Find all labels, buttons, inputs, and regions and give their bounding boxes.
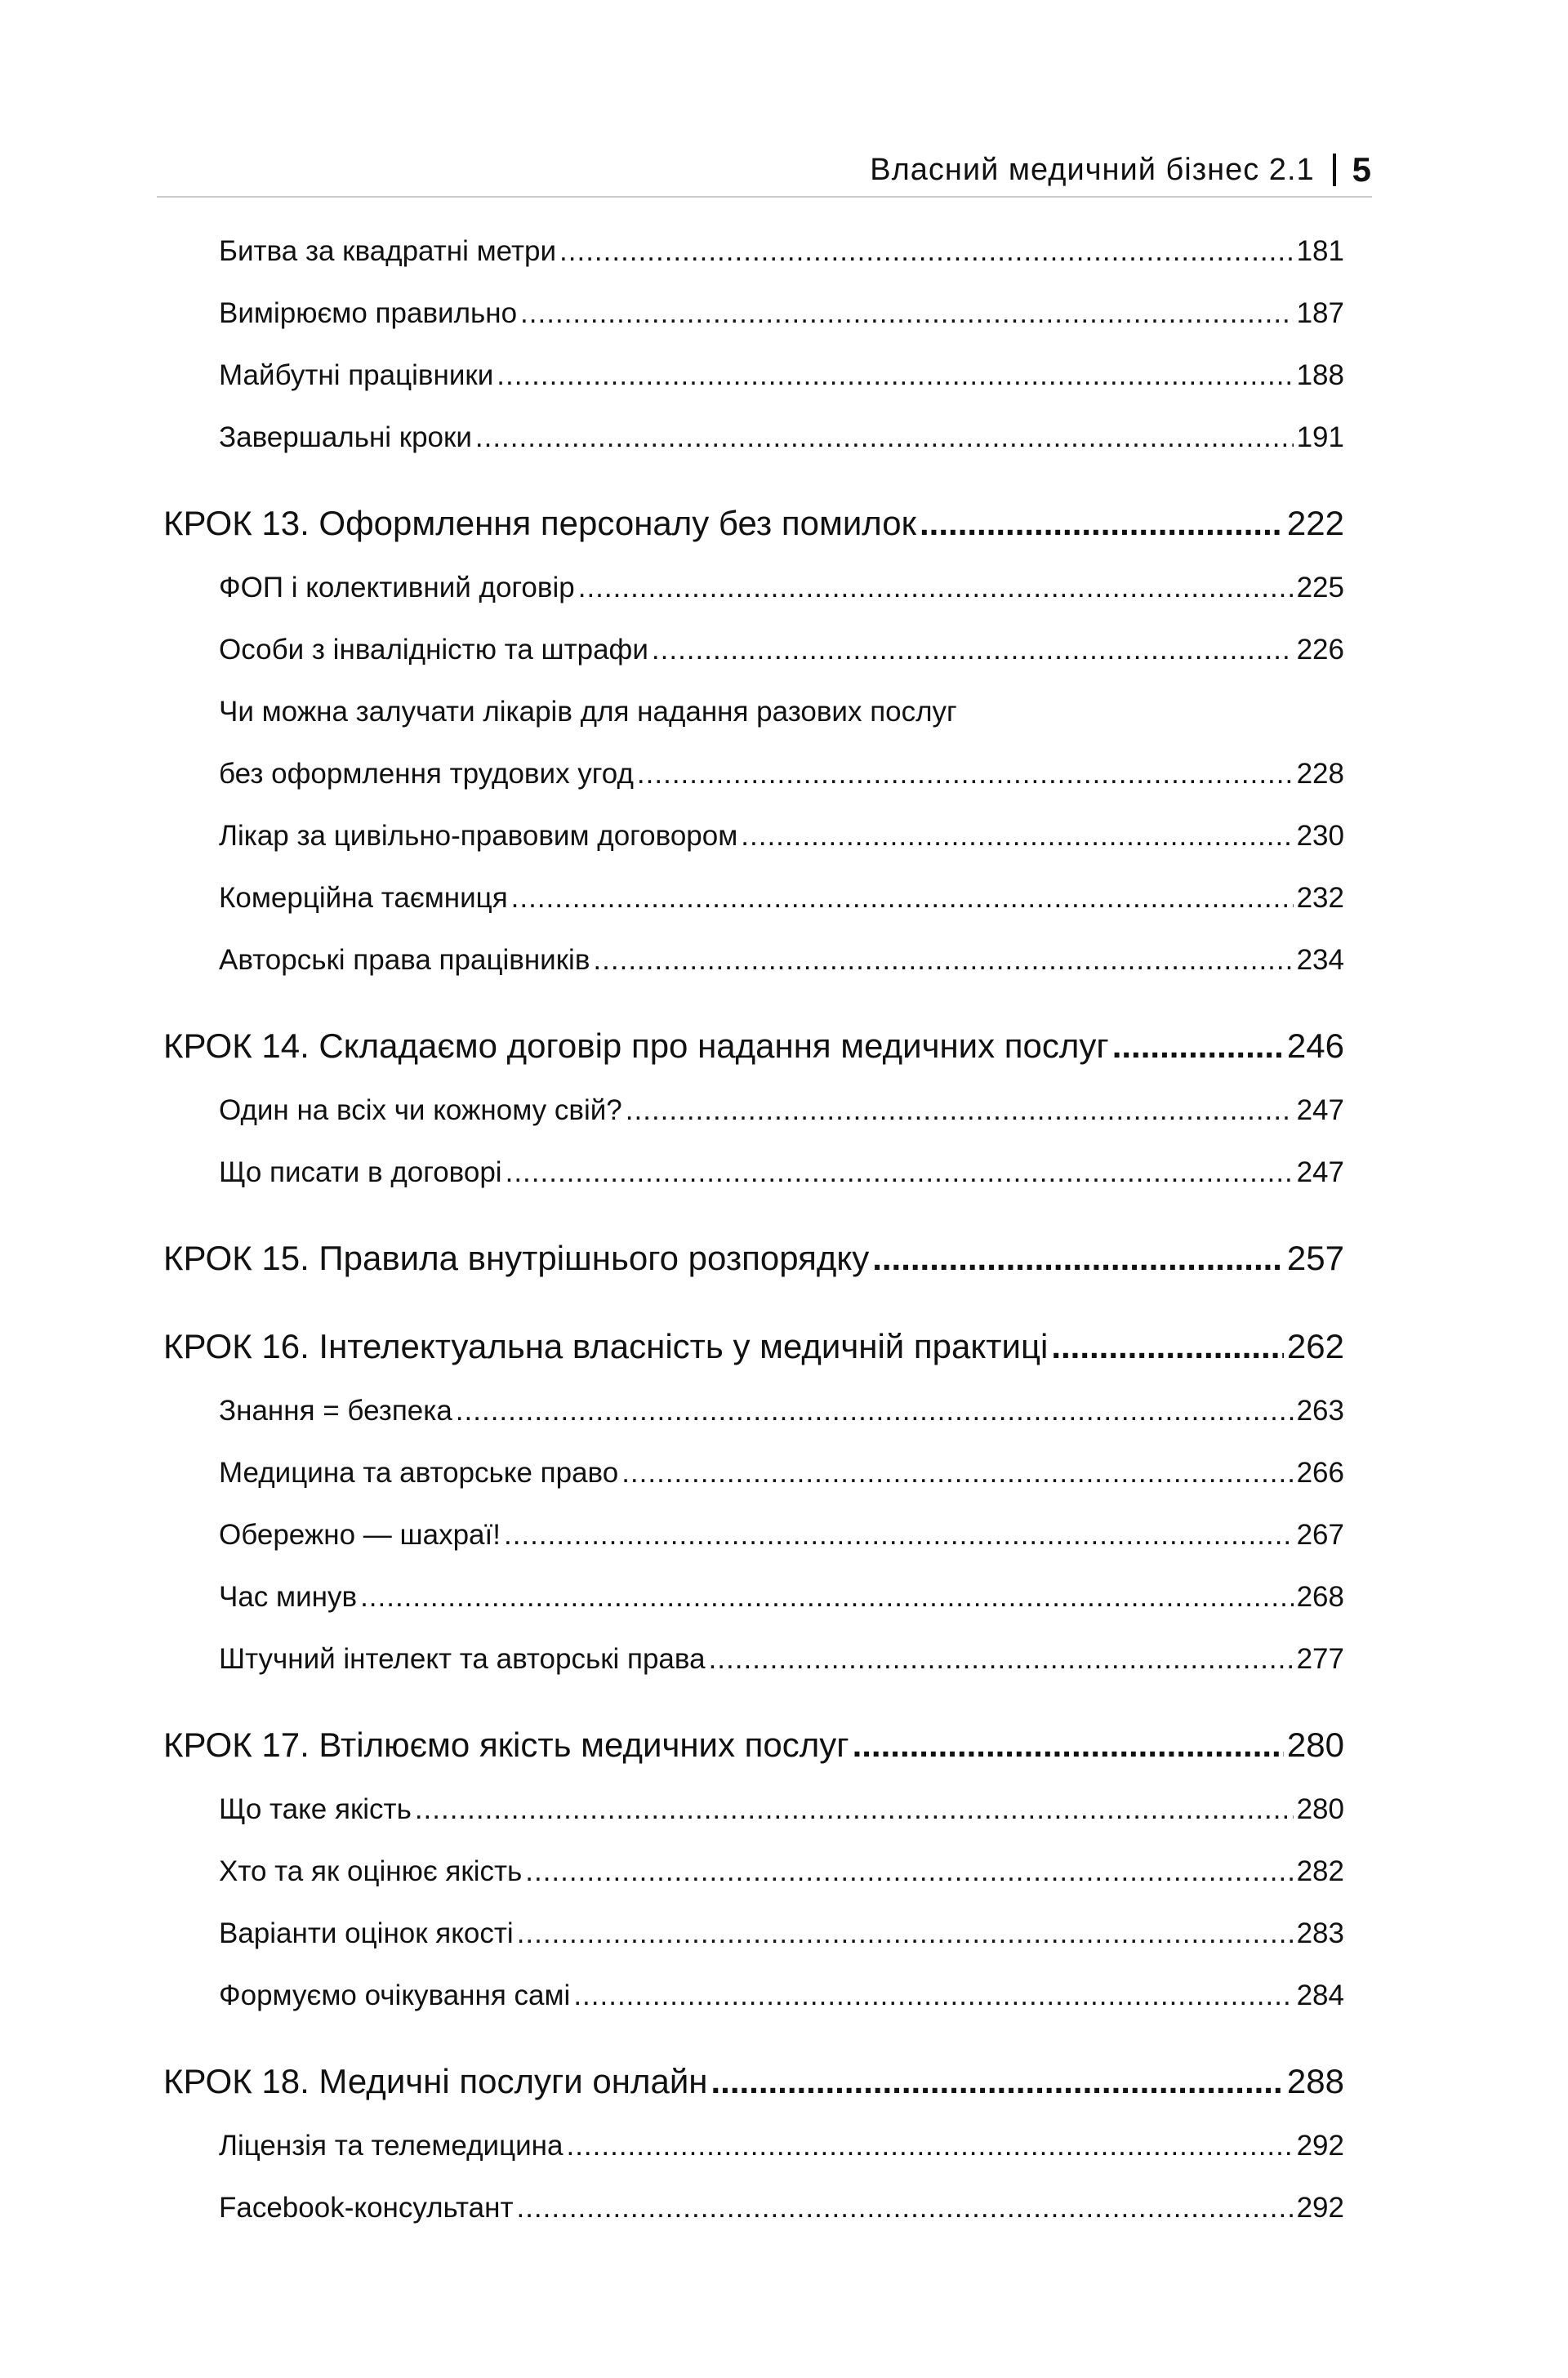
toc-chapter (163, 2048, 1344, 2115)
entry-title: Битва за квадратні метри (219, 235, 557, 267)
page-ref: 181 (1296, 235, 1344, 267)
chapter-title: КРОК 16. Інтелектуальна власність у медичній практиці (163, 1327, 1049, 1365)
page-ref: 280 (1296, 1793, 1344, 1825)
dot-leader (566, 2130, 1293, 2162)
toc-entry (163, 929, 1344, 991)
toc-entry (163, 867, 1344, 929)
book-title: Власний медичний бізнес 2.1 (870, 152, 1315, 187)
page-ref: 284 (1296, 1979, 1344, 2011)
page-ref: 226 (1296, 634, 1344, 666)
dot-leader (559, 235, 1294, 268)
page-ref: 257 (1286, 1239, 1344, 1277)
toc-chapter (163, 1013, 1344, 1080)
page-ref: 222 (1286, 504, 1344, 542)
entry-title: без оформлення трудових угод (219, 758, 634, 790)
toc-entry (163, 1504, 1344, 1566)
dot-leader (516, 2192, 1293, 2224)
dot-leader (415, 1793, 1294, 1826)
entry-title: Медицина та авторське право (219, 1457, 619, 1489)
page-ref: 266 (1296, 1457, 1344, 1489)
page-ref: 228 (1296, 758, 1344, 790)
dot-leader (652, 634, 1294, 666)
toc-entry (163, 283, 1344, 345)
entry-title: Facebook-консультант (219, 2192, 514, 2224)
table-of-contents (163, 220, 1344, 2239)
page-ref: 292 (1296, 2130, 1344, 2162)
toc-chapter (163, 490, 1344, 557)
entry-title: Варіанти оцінок якості (219, 1917, 514, 1949)
dot-leader (1051, 1327, 1284, 1366)
toc-entry (163, 1566, 1344, 1628)
toc-entry (163, 805, 1344, 867)
page-ref: 246 (1286, 1026, 1344, 1065)
toc-entry (163, 1380, 1344, 1442)
dot-leader (710, 2062, 1283, 2101)
entry-title: Майбутні працівники (219, 359, 494, 391)
entry-title: Один на всіх чи кожному свій? (219, 1094, 622, 1126)
entry-title: Лікар за цивільно-правовим договором (219, 820, 738, 852)
dot-leader (506, 1156, 1294, 1189)
toc-entry (163, 1142, 1344, 1204)
toc-entry (163, 220, 1344, 283)
dot-leader (853, 1726, 1284, 1765)
entry-title: Комерційна таємниця (219, 882, 508, 914)
dot-leader (709, 1643, 1294, 1676)
toc-entry (163, 681, 1344, 743)
entry-title: Знання = безпека (219, 1395, 452, 1427)
page-ref: 230 (1296, 820, 1344, 852)
dot-leader (872, 1239, 1284, 1278)
toc-chapter (163, 1225, 1344, 1292)
toc-entry (163, 1628, 1344, 1690)
toc-entry (163, 1080, 1344, 1142)
toc-chapter (163, 1313, 1344, 1380)
dot-leader (637, 758, 1294, 790)
page-ref: 187 (1296, 297, 1344, 329)
entry-title: Вимірюємо правильно (219, 297, 518, 329)
page-ref: 263 (1296, 1395, 1344, 1427)
page-ref: 247 (1296, 1094, 1344, 1126)
toc-chapter (163, 1712, 1344, 1779)
dot-leader (626, 1094, 1294, 1127)
page-ref: 267 (1296, 1519, 1344, 1551)
page-ref: 288 (1286, 2062, 1344, 2100)
page-ref: 247 (1296, 1156, 1344, 1188)
dot-leader (497, 359, 1293, 392)
dot-leader (517, 1917, 1294, 1950)
toc-entry (163, 2115, 1344, 2177)
toc-entry (163, 557, 1344, 619)
dot-leader (741, 820, 1293, 853)
entry-title: Що таке якість (219, 1793, 412, 1825)
dot-leader (520, 297, 1294, 330)
toc-entry (163, 1965, 1344, 2027)
dot-leader (525, 1855, 1293, 1888)
toc-entry (163, 743, 1344, 805)
dot-leader (504, 1519, 1294, 1552)
dot-leader (621, 1457, 1293, 1490)
page-ref: 268 (1296, 1581, 1344, 1613)
entry-title: Ліцензія та телемедицина (219, 2130, 564, 2162)
dot-leader (578, 572, 1294, 604)
toc-entry (163, 2177, 1344, 2239)
header-rule (157, 196, 1372, 198)
entry-title: Формуємо очікування самі (219, 1979, 571, 2011)
toc-entry (163, 407, 1344, 469)
running-header (157, 144, 1372, 196)
dot-leader (511, 882, 1294, 915)
page-ref: 282 (1296, 1855, 1344, 1887)
toc-entry (163, 1442, 1344, 1504)
page-ref: 191 (1296, 421, 1344, 453)
dot-leader (360, 1581, 1294, 1614)
entry-title: Чи можна залучати лікарів для надання разових послуг (219, 696, 957, 728)
page-number: 5 (1352, 150, 1372, 189)
entry-title: Обережно — шахраї! (219, 1519, 501, 1551)
entry-title: ФОП і колективний договір (219, 572, 575, 603)
chapter-title: КРОК 17. Втілюємо якість медичних послуг (163, 1726, 849, 1764)
page-ref: 225 (1296, 572, 1344, 603)
toc-entry (163, 345, 1344, 407)
chapter-title: КРОК 15. Правила внутрішнього розпорядку (163, 1239, 870, 1277)
dot-leader (1112, 1026, 1284, 1066)
page-ref: 234 (1296, 944, 1344, 976)
toc-entry (163, 1779, 1344, 1841)
dot-leader (475, 421, 1294, 454)
entry-title: Особи з інвалідністю та штрафи (219, 634, 648, 666)
toc-entry (163, 619, 1344, 681)
page-ref: 277 (1296, 1643, 1344, 1675)
dot-leader (920, 504, 1284, 543)
entry-title: Авторські права працівників (219, 944, 590, 976)
entry-title: Хто та як оцінює якість (219, 1855, 523, 1887)
dot-leader (573, 1979, 1293, 2012)
page-ref: 280 (1286, 1726, 1344, 1764)
entry-title: Що писати в договорі (219, 1156, 502, 1188)
page-ref: 232 (1296, 882, 1344, 914)
entry-title: Час минув (219, 1581, 358, 1613)
chapter-title: КРОК 18. Медичні послуги онлайн (163, 2062, 708, 2100)
entry-title: Завершальні кроки (219, 421, 472, 453)
toc-entry (163, 1841, 1344, 1903)
chapter-title: КРОК 13. Оформлення персоналу без помилок (163, 504, 917, 542)
dot-leader (456, 1395, 1294, 1427)
toc-entry (163, 1903, 1344, 1965)
header-separator (1333, 154, 1336, 186)
page-ref: 188 (1296, 359, 1344, 391)
chapter-title: КРОК 14. Складаємо договір про надання медичних послуг (163, 1026, 1109, 1065)
page-ref: 262 (1286, 1327, 1344, 1365)
dot-leader (593, 944, 1293, 977)
page-ref: 283 (1296, 1917, 1344, 1949)
entry-title: Штучний інтелект та авторські права (219, 1643, 706, 1675)
page-ref: 292 (1296, 2192, 1344, 2224)
